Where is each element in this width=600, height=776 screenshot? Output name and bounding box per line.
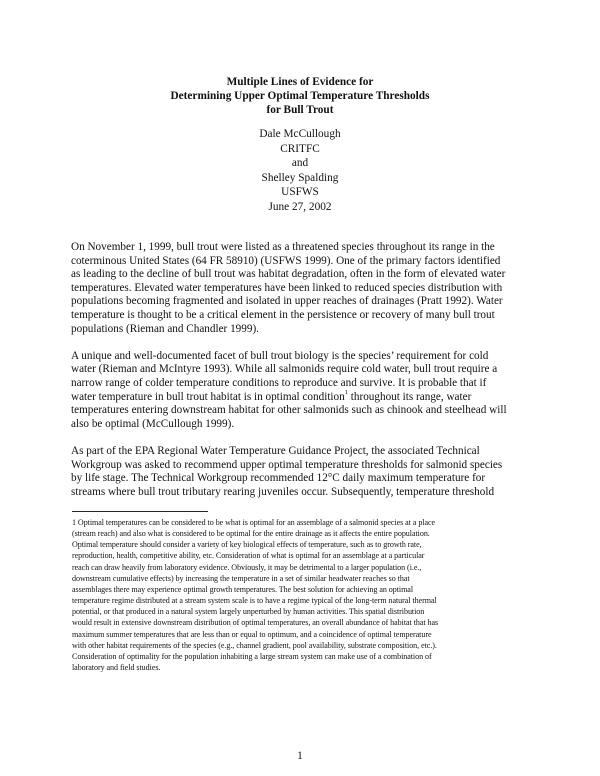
- footnote-line: with other habitat requirements of the species (e.g., channel gradient, pool availability, substrate composition, etc.).: [72, 640, 437, 650]
- footnote-line: would result in extensive downstream distribution of optimal temperatures, an overall abundance of habitat that has: [72, 618, 439, 628]
- author-name: Dale McCullough: [259, 128, 341, 140]
- paragraph-3: [71, 445, 531, 499]
- document-title: [0, 75, 600, 117]
- author-conjunction: and: [291, 157, 309, 169]
- author-block: [0, 127, 600, 214]
- title-line: for Bull Trout: [266, 104, 334, 116]
- text-line: coterminous United States (64 FR 58910) (USFWS 1999). One of the primary factors identified: [71, 254, 501, 267]
- text-line-with-footnote-ref: [71, 388, 531, 405]
- footnote-line: 1 Optimal temperatures can be considered to be what is optimal for an assemblage of a salmonid species at a place: [72, 518, 436, 527]
- text-line: A unique and well-documented facet of bull trout biology is the species’ requirement for cold: [71, 349, 489, 362]
- text-line: narrow range of colder temperature conditions to reproduce and survive. It is probable that if: [71, 376, 487, 389]
- footnote-separator: [72, 511, 208, 512]
- paragraph-2: [71, 350, 531, 432]
- footnote-line: potential, or that produced in a natural system largely unperturbed by human activities. This spatial distribution: [72, 607, 425, 617]
- text-line: temperatures entering downstream habitat for other salmonids such as chinook and steelhead will: [71, 404, 507, 417]
- footnote-line: maximum summer temperatures that are less than or equal to optimum, and a coincidence of optimal temperature: [72, 629, 432, 639]
- footnote-1: [72, 517, 532, 673]
- author-name: Shelley Spalding: [261, 171, 339, 184]
- text-line: streams where bull trout tributary rearing juveniles occur. Subsequently, temperature threshold: [71, 485, 495, 498]
- footnote-line: temperature regime distributed at a stream system scale is to have a regime typical of the long-term natural thermal: [72, 596, 437, 606]
- footnote-line: (stream reach) and also what is considered to be optimal for the entire drainage as it affects the entire population.: [72, 529, 430, 539]
- text-line: populations becoming fragmented and isolated in upper reaches of drainages (Pratt 1992). Water: [71, 295, 503, 308]
- title-line: Determining Upper Optimal Temperature Thresholds: [170, 90, 430, 102]
- footnote-line: Optimal temperature should consider a variety of key biological effects of temperature, such as to growth rate,: [72, 540, 422, 550]
- body-text: [71, 241, 531, 513]
- text-segment: water temperature in bull trout habitat is in optimal condition: [71, 390, 345, 403]
- text-line: temperatures. Elevated water temperatures have been linked to reduced species distribution with: [71, 281, 503, 294]
- text-line: by life stage. The Technical Workgroup recommended 12°C daily maximum temperature for: [71, 472, 486, 485]
- text-line: as leading to the decline of bull trout was habitat degradation, often in the form of elevated water: [71, 268, 506, 281]
- title-line: Multiple Lines of Evidence for: [226, 76, 374, 88]
- author-affiliation: USFWS: [281, 186, 319, 198]
- text-line: As part of the EPA Regional Water Temperature Guidance Project, the associated Technical: [71, 444, 480, 457]
- footnote-line: downstream cumulative effects) by increasing the temperature in a set of similar headwater reaches so that: [72, 573, 410, 583]
- footnote-reference[interactable]: 1: [344, 388, 348, 396]
- footnote-line: Consideration of optimality for the population inhabiting a large stream system can make use of a combination of: [72, 651, 432, 661]
- footnote-line: reproduction, health, competitive ability, etc. Consideration of what is optimal for an assemblage at a particular: [72, 551, 425, 561]
- text-line: also be optimal (McCullough 1999).: [71, 417, 235, 430]
- document-date: June 27, 2002: [268, 200, 332, 213]
- text-line: water (Rieman and McIntyre 1993). While all salmonids require cold water, bull trout require a: [71, 363, 498, 376]
- footnote-line: assemblages there may experience optimal growth temperatures. The best solution for achieving an optimal: [72, 584, 414, 594]
- text-line: populations (Rieman and Chandler 1999).: [71, 322, 259, 335]
- footnote-line: reach can draw heavily from laboratory evidence. Obviously, it may be detrimental to a larger population (i.e.,: [72, 562, 422, 572]
- text-line: Workgroup was asked to recommend upper optimal temperature thresholds for salmonid species: [71, 458, 503, 471]
- text-line: On November 1, 1999, bull trout were listed as a threatened species throughout its range in the: [71, 241, 495, 253]
- text-segment: throughout its range, water: [347, 390, 472, 403]
- author-affiliation: CRITFC: [280, 142, 320, 155]
- text-line: temperature is thought to be a critical element in the persistence or recovery of many bull trout: [71, 308, 495, 321]
- paragraph-1: [71, 241, 531, 336]
- footnote-line: laboratory and field studies.: [72, 663, 161, 673]
- page-number: 1: [297, 750, 303, 762]
